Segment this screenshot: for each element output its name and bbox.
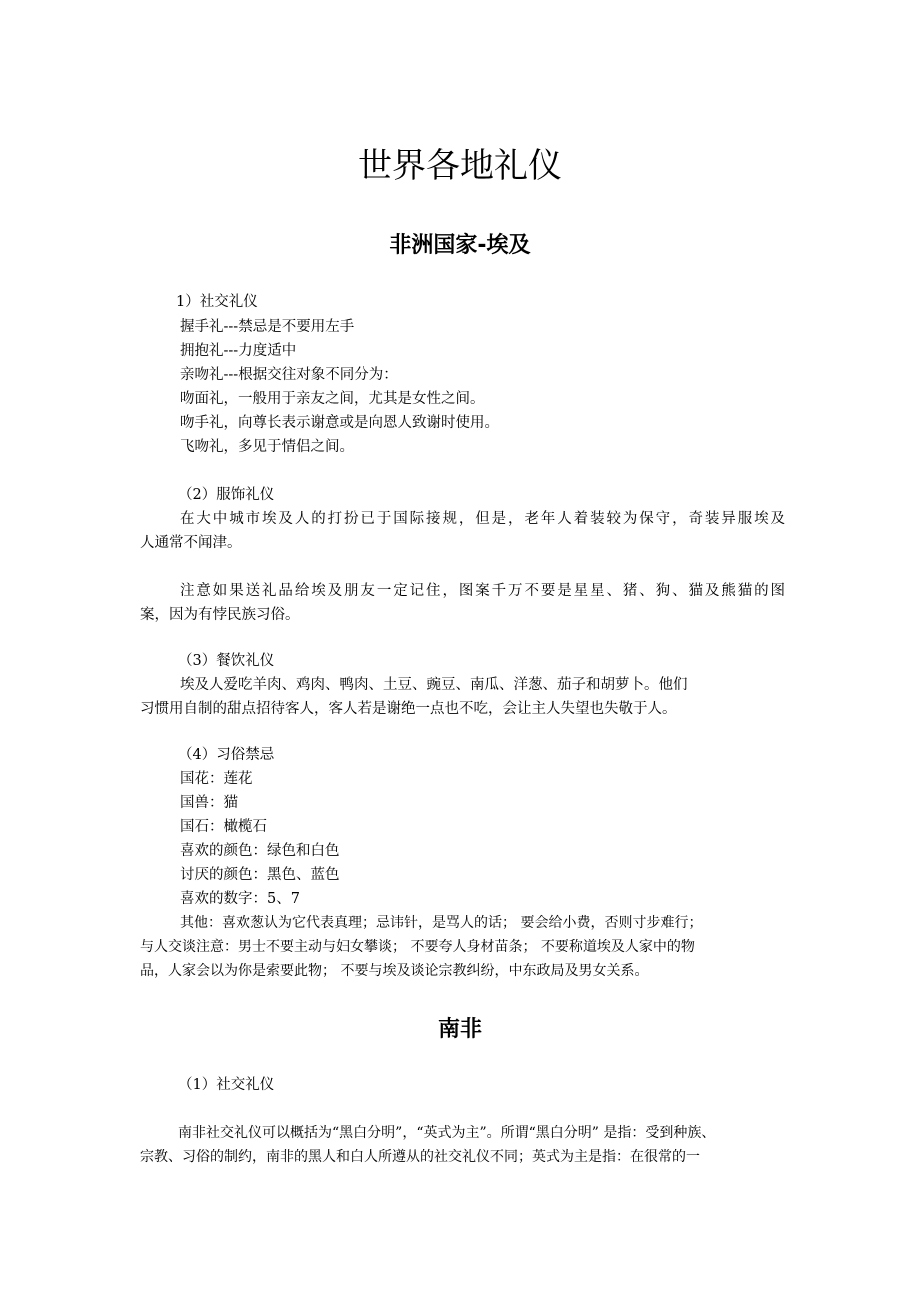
list-item: 拥抱礼---力度适中 — [180, 343, 297, 359]
list-item: 吻手礼，向尊长表示谢意或是向恩人致谢时使用。 — [180, 415, 499, 431]
list-item: 喜欢的数字：5、7 — [180, 891, 300, 907]
paragraph-line: 在大中城市埃及人的打扮已于国际接规，但是，老年人着装较为保守，奇装异服埃及 — [180, 511, 785, 527]
paragraph-line: 品，人家会以为你是索要此物； 不要与埃及谈论宗教纠纷，中东政局及男女关系。 — [140, 963, 649, 979]
paragraph-line: 其他：喜欢葱认为它代表真理；忌讳针，是骂人的话； 要会给小费，否则寸步难行； — [180, 915, 703, 931]
section-heading-egypt: 非洲国家-埃及 — [389, 233, 531, 258]
customs-heading: （4）习俗禁忌 — [178, 747, 275, 763]
list-item: 讨厌的颜色：黑色、蓝色 — [180, 867, 340, 883]
list-item: 国花：莲花 — [180, 771, 253, 787]
paragraph-line: 案，因为有悖民族习俗。 — [140, 607, 300, 623]
section-heading-south-africa: 南非 — [437, 1017, 482, 1042]
social-etiquette-heading: （1）社交礼仪 — [178, 1077, 275, 1093]
paragraph-line: 南非社交礼仪可以概括为“黑白分明”，“英式为主”。所谓“黑白分明” 是指：受到种族、 — [178, 1125, 716, 1141]
dress-etiquette-heading: （2）服饰礼仪 — [178, 487, 275, 503]
document-title: 世界各地礼仪 — [358, 146, 562, 186]
paragraph-line: 宗教、习俗的制约，南非的黑人和白人所遵从的社交礼仪不同；英式为主是指：在很常的一 — [140, 1149, 700, 1165]
paragraph-line: 与人交谈注意：男士不要主动与妇女攀谈； 不要夸人身材苗条； 不要称道埃及人家中的物 — [140, 939, 695, 955]
paragraph-line: 人通常不闻津。 — [140, 535, 242, 551]
social-etiquette-heading: 1）社交礼仪 — [176, 294, 258, 310]
paragraph-line: 习惯用自制的甜点招待客人，客人若是谢绝一点也不吃，会让主人失望也失敬于人。 — [140, 701, 677, 717]
list-item: 国石：橄榄石 — [180, 819, 267, 835]
list-item: 国兽：猫 — [180, 795, 238, 811]
paragraph-line: 注意如果送礼品给埃及朋友一定记住，图案千万不要是星星、猪、狗、猫及熊猫的图 — [180, 583, 785, 599]
list-item: 亲吻礼---根据交往对象不同分为： — [180, 367, 398, 383]
list-item: 吻面礼，一般用于亲友之间，尤其是女性之间。 — [180, 391, 485, 407]
dining-etiquette-heading: （3）餐饮礼仪 — [178, 653, 275, 669]
list-item: 喜欢的颜色：绿色和白色 — [180, 843, 340, 859]
list-item: 飞吻礼，多见于情侣之间。 — [180, 439, 354, 455]
paragraph-line: 埃及人爱吃羊肉、鸡肉、鸭肉、土豆、豌豆、南瓜、洋葱、茄子和胡萝卜。他们 — [180, 677, 688, 693]
list-item: 握手礼---禁忌是不要用左手 — [180, 319, 355, 335]
